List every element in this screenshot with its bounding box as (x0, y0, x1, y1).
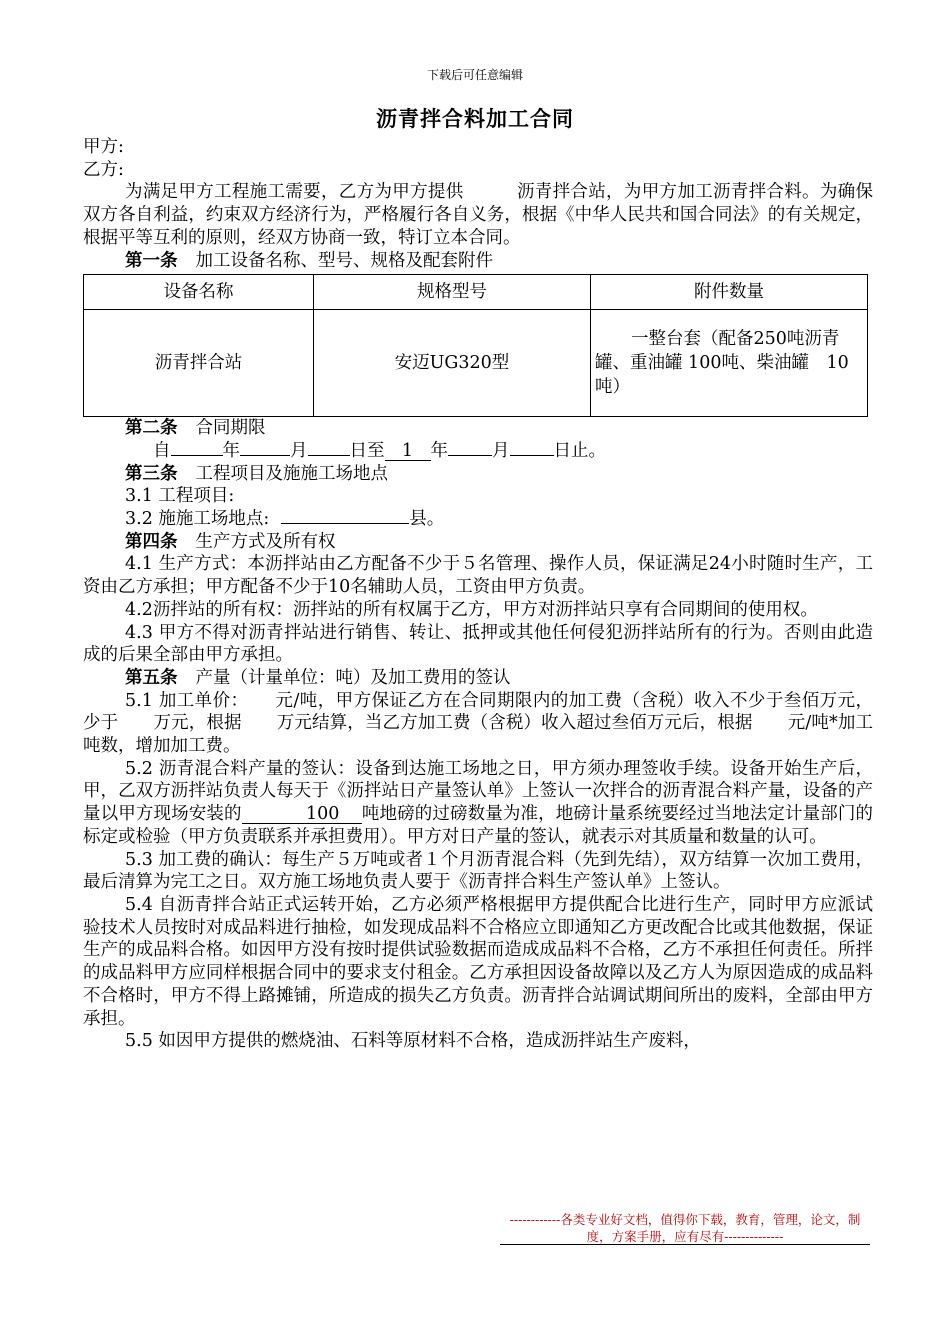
clause-5-1: 5.1 加工单价： 元/吨，甲方保证乙方在合同期限内的加工费（含税）收入不少于叁佰万元，少于 万元，根据 万元结算，当乙方加工费（含税）收入超过叁佰万元后，根据 元/吨*加工吨数，增加加工费。 (83, 690, 873, 757)
clause-4-1: 4.1 生产方式：本沥拌站由乙方配备不少于５名管理、操作人员，保证满足24小时随时生产，工资由乙方承担；甲方配备不少于10名辅助人员，工资由甲方负责。 (83, 554, 873, 598)
article-5-title: 产量（计量单位：吨）及加工费用的签认 (195, 667, 511, 688)
article-2-heading (83, 417, 873, 440)
header-note: 下载后可任意编辑 (426, 68, 523, 82)
clause-5-3: 5.3 加工费的确认：每生产５万吨或者１个月沥青混合料（先到先结），双方结算一次加工费用，最后清算为完工之日。双方施工场地负责人要于《沥青拌合料生产签认单》上签认。 (83, 849, 873, 893)
start-day-blank[interactable] (308, 455, 350, 456)
article-1-title: 加工设备名称、型号、规格及配套附件 (195, 250, 493, 271)
article-4-heading (83, 531, 873, 554)
article-3-heading (83, 463, 873, 486)
article-2-title: 合同期限 (195, 418, 266, 439)
footer-divider (500, 1244, 870, 1245)
article-1-heading (83, 250, 873, 273)
table-header-accessories: 附件数量 (591, 275, 868, 310)
footer-ad: ------------各类专业好文档，值得你下载，教育，管理，论文，制度，方案手册，应有尽有-------------- (509, 1212, 861, 1244)
end-month-blank[interactable] (448, 455, 492, 456)
article-2-number: 第二条 (125, 418, 178, 439)
site-county-blank[interactable] (281, 523, 409, 524)
period-month-label: 月 (290, 440, 308, 461)
article-3-title: 工程项目及施施工场地点 (195, 463, 388, 484)
period-day-to-label: 日至 (349, 440, 385, 461)
start-year-blank[interactable] (171, 455, 223, 456)
clause-4-3: 4.3 甲方不得对沥青拌站进行销售、转让、抵押或其他任何侵犯沥拌站所有的行为。否则由此造成的后果全部由甲方承担。 (83, 622, 873, 666)
county-suffix: 县。 (409, 509, 445, 530)
table-header-model: 规格型号 (314, 275, 591, 310)
period-end-year-label: 年 (430, 440, 448, 461)
equipment-table (83, 274, 868, 417)
period-end-month-label: 月 (492, 440, 510, 461)
intro-paragraph: 为满足甲方工程施工需要，乙方为甲方提供 沥青拌合站，为甲方加工沥青拌合料。为确保双方各自利益，约束双方经济行为，严格履行各自义务，根据《中华人民共和国合同法》的有关规定，根据平等互利的原则，经双方协商一致，特订立本合同。 (83, 182, 873, 248)
document-body (83, 136, 873, 1053)
party-a: 甲方: (83, 137, 124, 157)
article-5-heading (83, 667, 873, 690)
period-year-label: 年 (222, 440, 240, 461)
table-cell-name: 沥青拌合站 (84, 310, 314, 417)
period-from: 自 (153, 440, 171, 461)
article-1-number: 第一条 (125, 250, 178, 271)
period-end-label: 日止。 (553, 440, 606, 461)
document-title: 沥青拌合料加工合同 (376, 106, 574, 131)
clause-5-2 (83, 758, 873, 849)
end-year-value[interactable]: 1 (385, 442, 431, 461)
article-3-number: 第三条 (125, 463, 178, 484)
table-cell-accessories: 一整台套（配备250吨沥青罐、重油罐 100吨、柴油罐 10吨） (591, 310, 868, 417)
contract-period-line (83, 440, 873, 463)
table-header-row (84, 275, 868, 310)
table-row (84, 310, 868, 417)
end-day-blank[interactable] (510, 455, 554, 456)
clause-3-2 (83, 508, 873, 531)
clause-4-2: 4.2沥拌站的所有权：沥拌站的所有权属于乙方，甲方对沥拌站只享有合同期间的使用权。 (125, 599, 818, 620)
clause-3-1: 3.1 工程项目: (125, 486, 235, 507)
clause-5-2-part-b: 吨地磅的过磅数量为准，地磅计量系统要经过当地法定计量部门的标定或检验（甲方负责联系并承担费用）。甲方对日产量的签认，就表示对其质量和数量的认可。 (83, 804, 874, 847)
clause-5-5: 5.5 如因甲方提供的燃烧油、石料等原材料不合格，造成沥拌站生产废料， (125, 1031, 701, 1052)
scale-capacity-value[interactable]: 100 (242, 805, 362, 824)
article-5-number: 第五条 (125, 667, 178, 688)
start-month-blank[interactable] (240, 455, 290, 456)
article-4-title: 生产方式及所有权 (195, 531, 336, 552)
article-4-number: 第四条 (125, 531, 178, 552)
party-b: 乙方: (83, 159, 124, 180)
clause-5-2-part-a: 5.2 沥青混合料产量的签认：设备到达施工场地之日，甲方须办理签收手续。设备开始生产后，甲，乙双方沥拌站负责人每天于《沥拌站日产量签认单》上签认一次拌合的沥青混合料产量，设备的产量以甲方现场安装的 (83, 758, 873, 825)
table-header-name: 设备名称 (84, 275, 314, 310)
table-cell-model: 安迈UG320型 (314, 310, 591, 417)
site-label: 3.2 施施工场地点: (125, 509, 270, 530)
clause-5-4: 5.4 自沥青拌合站正式运转开始，乙方必须严格根据甲方提供配合比进行生产，同时甲方应派试验技术人员按时对成品料进行抽检，如发现成品料不合格应立即通知乙方更改配合比或其他数据，保证生产的成品料合格。如因甲方没有按时提供试验数据而造成成品料不合格，乙方不承担任何责任。所拌的成品料甲方应同样根据合同中的要求支付租金。乙方承担因设备故障以及乙方人为原因造成的成品料不合格时，甲方不得上路摊铺，所造成的损失乙方负责。沥青拌合站调试期间所出的废料，全部由甲方承担。 (83, 894, 873, 1029)
